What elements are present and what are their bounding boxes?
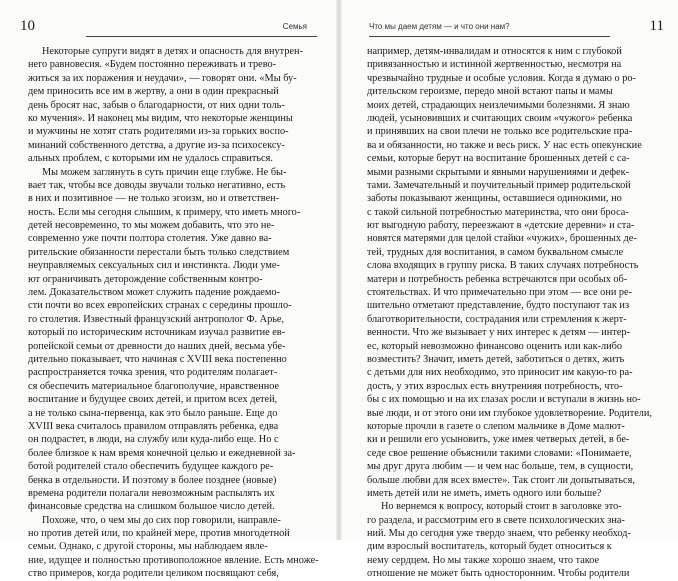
left-page (0, 0, 339, 580)
text-line: вает так, чтобы все доводы звучали только негативно, есть (28, 179, 286, 191)
text-line: воспитание и будущее своих детей, и притом всех детей, (28, 394, 278, 406)
right-page-header (345, 17, 664, 39)
text-line: распространяется точка зрения, что родителям полагает- (28, 367, 278, 379)
text-line: стоятельствах. И что примечательно при этом — все они ре- (367, 287, 633, 299)
text-line: дем приносить все им в жертву, а они в один прекрасный (28, 86, 279, 98)
text-line: ние, идущее и полностью противоположное явление. Есть множе- (28, 554, 319, 566)
text-line: ропейской семьи от древности до наших дней, весьма убе- (28, 340, 286, 352)
text-line: ва и обязанности, но также и весь риск. У нас есть опекунские (367, 139, 642, 151)
text-line: он подрастет, в люди, на службу или куда-либо еще. Но с (28, 434, 279, 446)
text-line: ний. Мы до сегодня уже твердо знаем, что ребенку необход- (367, 528, 631, 540)
text-line: Некоторые супруги видят в детях и опасность для внутрен- (42, 46, 303, 57)
text-line: ство примеров, когда родители целиком посвящают себя, (28, 568, 279, 580)
text-line: го раздела, и рассмотрим его в свете психологических зна- (367, 514, 625, 526)
page-number: 10 (20, 18, 35, 34)
text-line: дим взрослый воспитатель, который будет относиться к (367, 541, 612, 553)
text-line: Мы можем заглянуть в суть причин еще глубже. Не бы- (42, 166, 287, 178)
text-line: например, детям-инвалидам и относятся к ним с глубокой (367, 46, 622, 57)
text-line: го столетия. Известный французский антрополог Ф. Арье, (28, 313, 285, 325)
page-number: 11 (649, 18, 664, 34)
text-line: финансовые средства на слишком большое число детей. (28, 501, 275, 513)
running-head: Семья (282, 22, 307, 31)
text-line: дительно показывает, что начиная с XVIII века постепенно (28, 353, 287, 365)
text-line: неуправляемых сексуальных сил и инстинкта. Люди уме- (28, 260, 280, 272)
text-line: ко мучения». И наконец мы видим, что некоторые женщины (28, 112, 293, 124)
text-line: мыми разными скрытыми и явными нарушениями и дефек- (367, 166, 630, 178)
text-line: ес, который невозможно финансово оценить или как-либо (367, 340, 623, 352)
text-line: которые прочли в газете о слепом мальчике в Доме малют- (367, 420, 625, 432)
text-line: шительно отметают представление, будто поступают так из (367, 300, 630, 312)
text-line: детей несовременно, то мы можем добавить, что это не- (28, 220, 275, 232)
text-line: с такой сильной потребностью материнства, что они броса- (367, 206, 629, 218)
text-line: ют ограничивать деторождение собственным контро- (28, 273, 263, 285)
text-line: Но вернемся к вопросу, который стоит в заголовке это- (381, 501, 622, 513)
text-line: минаний собственного детства, а другие из-за психосексу- (28, 139, 285, 151)
text-line: Похоже, что, о чем мы до сих пор говорили, направле- (42, 514, 281, 526)
text-line: с детьми для них необходимо, это приносит им какую-то ра- (367, 367, 633, 379)
text-line: житься за их поражения и неудачи», — говорят они. «Мы бу- (28, 72, 297, 84)
text-line: ся обеспечить материальное благополучие, нравственное (28, 380, 280, 392)
text-line: ность. Если мы сегодня слышим, к примеру, что иметь много- (28, 206, 301, 218)
text-line: больше любви для всех вместе». Так стоит ли допытываться, (367, 474, 635, 486)
text-line: привязанностью и истинной жертвенностью, несмотря на (367, 59, 622, 71)
text-line: и принявших на свои плечи не только все родительские пра- (367, 126, 633, 138)
text-line: заботы показывают женщины, оставшиеся одинокими, но (367, 193, 622, 205)
left-page-body-text (28, 45, 326, 581)
text-line: тей, трудных для воспитания, в самом буквальном смысле (367, 246, 624, 258)
text-line: благотворительности, сострадания или стремления к жерт- (367, 313, 627, 325)
text-line: иметь детей или не иметь, иметь одного или больше? (367, 487, 602, 499)
text-line: времена родители полагали невозможным распылять их (28, 487, 275, 499)
text-line: новятся матерями для целой стайки «чужих», брошенных де- (367, 233, 637, 245)
text-line: тами. Замечательный и поучительный пример родительской (367, 179, 631, 191)
text-line: матери и потребность ребенка встречаются при особых об- (367, 273, 628, 285)
text-line: бы с их помощью и на их глазах росли и вступали в жизнь но- (367, 394, 641, 406)
text-line: который по историческим источникам изучал развитие ев- (28, 327, 286, 339)
right-page-body-text (367, 45, 663, 581)
text-line: возместить? Значит, иметь детей, заботиться о детях, жить (367, 353, 625, 365)
text-line: более близкое к нам время конечной целью и ежедневной за- (28, 447, 296, 459)
text-line: ют выгодную работу, переезжают в «детские деревни» и ста- (367, 220, 635, 232)
text-line: альных проблем, с которыми им не удалось справиться. (28, 153, 273, 165)
text-line: нему сердцем. Но мы также хорошо знаем, что такое (367, 554, 600, 566)
text-line: семьи, которые берут на воспитание брошенных детей с са- (367, 153, 630, 165)
text-line: дость, у этих взрослых есть внутренняя потребность, что- (367, 380, 623, 392)
text-line: седе свое решение объяснили такими словами: «Понимаете, (367, 447, 632, 459)
right-page (339, 0, 678, 580)
text-line: него равновесия. «Будем постоянно переживать и трево- (28, 59, 277, 71)
text-line: людей, усыновивших и считающих своим «чужого» ребенка (367, 112, 633, 124)
text-line: мы друг друга любим — и чем нас больше, тем, в сущности, (367, 461, 634, 473)
text-line: ботой родителей стало обеспечить будущее каждого ре- (28, 461, 274, 473)
text-line: чрезвычайно трудные и особые условия. Когда я думаю о ро- (367, 72, 636, 84)
text-line: дительском героизме, передо мной встают папы и мамы (367, 86, 613, 98)
text-line: ки и решили его усыновить, уже имея четверых детей, в бе- (367, 434, 630, 446)
text-line: венности. Что же вызывает у них интерес к детям — интер- (367, 327, 630, 339)
text-line: современно уже почти полтора столетия. Уже давно ва- (28, 233, 272, 245)
text-line: отношение не может быть односторонним. Чтобы родители (367, 568, 630, 580)
text-line: и мужчины не хотят стать родителями из-за горьких воспо- (28, 126, 289, 138)
header-rule (86, 36, 317, 37)
text-line: моих детей, страдающих неизлечимыми болезнями. Я знаю (367, 99, 630, 111)
text-line: а не только сына-первенца, как это было раньше. Еще до (28, 407, 278, 419)
text-line: но против детей или, по крайней мере, против многодетной (28, 528, 290, 540)
text-line: рительские обязанности перестали быть только следствием (28, 246, 290, 258)
text-line: лем. Доказательством может служить падение рождаемо- (28, 287, 280, 299)
header-rule (369, 36, 610, 37)
text-line: бенка в отдельности. И поэтому в более позднее (новые) (28, 474, 277, 486)
text-line: сти почти во всех европейских странах с середины прошло- (28, 300, 292, 312)
running-head: Что мы даем детям — и что они нам? (369, 22, 510, 31)
text-line: слова входящих в группу риска. В таких случаях потребность (367, 260, 639, 272)
left-page-header (20, 17, 329, 39)
text-line: вые люди, и от этого они им глубокое удовлетворение. Родители, (367, 407, 652, 419)
text-line: семьи. Однако, с другой стороны, мы наблюдаем явле- (28, 541, 268, 553)
text-line: в них и позитивное — не только эгоизм, но и ответствен- (28, 193, 280, 205)
text-line: день бросят нас, забыв о благодарности, от них одни толь- (28, 99, 285, 111)
text-line: XVIII века считалось правилом отправлять ребенка, едва (28, 420, 279, 432)
